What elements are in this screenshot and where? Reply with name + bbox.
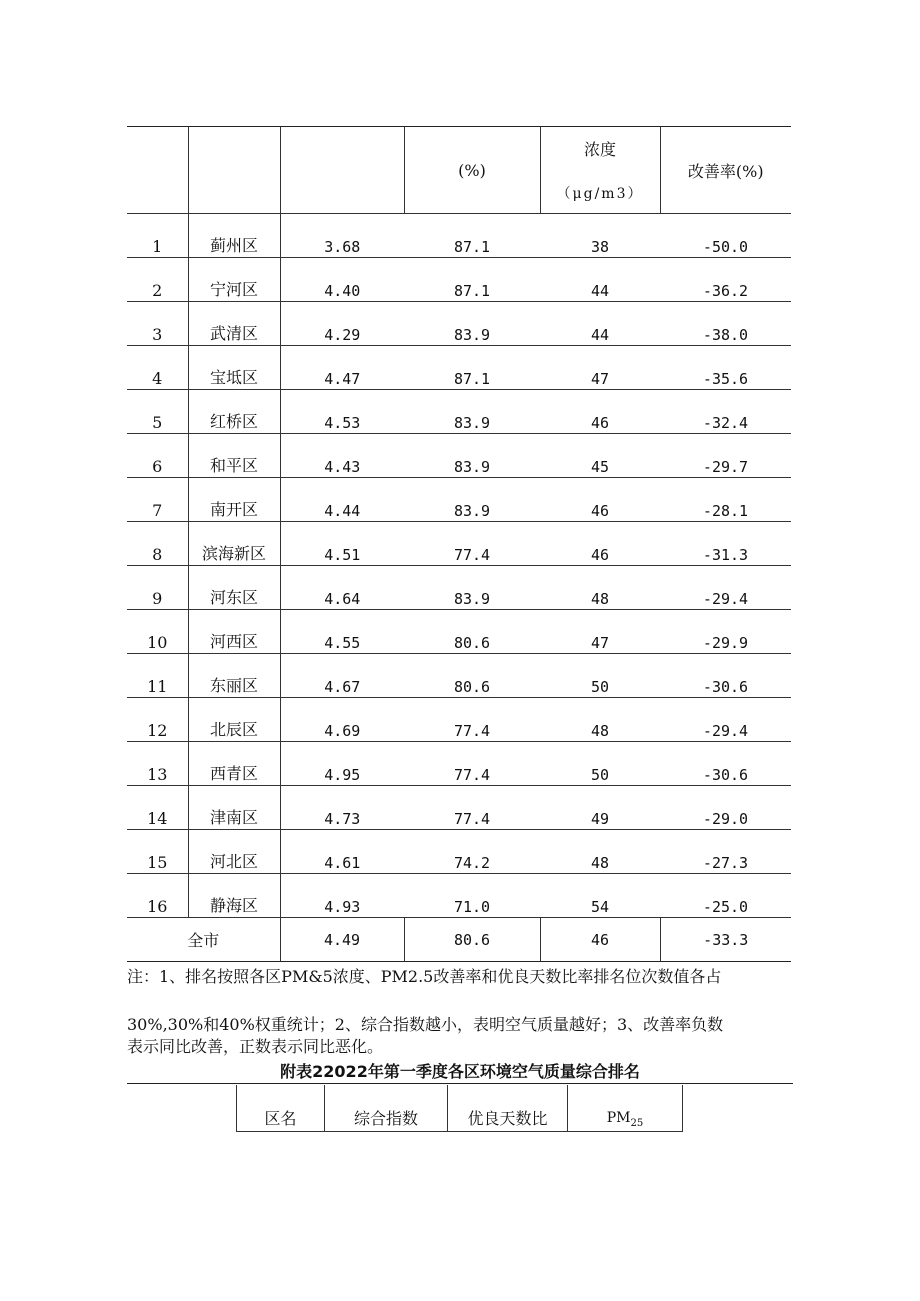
total-row <box>127 918 791 962</box>
district-cell: 红桥区 <box>188 390 280 434</box>
appendix-col-pm25 <box>568 1085 683 1132</box>
composite-index-cell: 4.53 <box>280 390 404 434</box>
good-days-ratio-cell: 83.9 <box>404 478 540 522</box>
pm25-concentration-cell: 50 <box>540 742 660 786</box>
rank-cell: 10 <box>127 610 188 654</box>
good-days-ratio-cell: 80.6 <box>404 654 540 698</box>
rank-cell: 3 <box>127 302 188 346</box>
composite-index-cell: 3.68 <box>280 214 404 258</box>
pm25-concentration-cell: 47 <box>540 346 660 390</box>
ranking-table <box>127 126 791 962</box>
table-row <box>127 566 791 610</box>
good-days-ratio-cell: 77.4 <box>404 698 540 742</box>
good-days-ratio-cell: 87.1 <box>404 346 540 390</box>
table-row <box>127 390 791 434</box>
improvement-rate-cell: -30.6 <box>660 654 791 698</box>
table-row <box>127 214 791 258</box>
composite-index-cell: 4.44 <box>280 478 404 522</box>
rank-cell: 1 <box>127 214 188 258</box>
district-cell: 津南区 <box>188 786 280 830</box>
improvement-rate-cell: -28.1 <box>660 478 791 522</box>
composite-index-cell: 4.67 <box>280 654 404 698</box>
rank-cell: 6 <box>127 434 188 478</box>
composite-index-cell: 4.64 <box>280 566 404 610</box>
header-index <box>280 127 404 214</box>
appendix-title: 附表22022年第一季度各区环境空气质量综合排名 <box>280 1062 640 1081</box>
good-days-ratio-cell: 87.1 <box>404 214 540 258</box>
appendix-title-rule <box>127 1083 793 1084</box>
pm25-concentration-cell: 44 <box>540 302 660 346</box>
table-row <box>127 478 791 522</box>
composite-index-cell: 4.69 <box>280 698 404 742</box>
appendix-table <box>236 1085 683 1132</box>
table-row <box>127 346 791 390</box>
rank-cell: 12 <box>127 698 188 742</box>
improvement-rate-cell: -29.0 <box>660 786 791 830</box>
total-pm25-concentration: 46 <box>540 918 660 962</box>
pm25-concentration-cell: 46 <box>540 478 660 522</box>
rank-cell: 13 <box>127 742 188 786</box>
header-improvement-rate: 改善率(%) <box>660 127 791 214</box>
header-rank <box>127 127 188 214</box>
improvement-rate-cell: -27.3 <box>660 830 791 874</box>
composite-index-cell: 4.47 <box>280 346 404 390</box>
table-row <box>127 698 791 742</box>
total-improvement-rate: -33.3 <box>660 918 791 962</box>
improvement-rate-cell: -29.4 <box>660 566 791 610</box>
table-row <box>127 610 791 654</box>
rank-cell: 16 <box>127 874 188 918</box>
table-row <box>127 302 791 346</box>
district-cell: 河北区 <box>188 830 280 874</box>
table-note-line-2: 30%,30%和40%权重统计；2、综合指数越小，表明空气质量越好；3、改善率负数 <box>127 1015 724 1034</box>
table-note-line-3: 表示同比改善，正数表示同比恶化。 <box>127 1037 384 1056</box>
appendix-col-district: 区名 <box>237 1085 325 1132</box>
district-cell: 北辰区 <box>188 698 280 742</box>
header-concentration-label: 浓度 <box>583 140 616 159</box>
pm25-concentration-cell: 48 <box>540 566 660 610</box>
improvement-rate-cell: -30.6 <box>660 742 791 786</box>
improvement-rate-cell: -50.0 <box>660 214 791 258</box>
header-concentration-unit: （μg/m3） <box>556 186 644 202</box>
rank-cell: 4 <box>127 346 188 390</box>
rank-cell: 15 <box>127 830 188 874</box>
header-district <box>188 127 280 214</box>
rank-cell: 8 <box>127 522 188 566</box>
table-row <box>127 522 791 566</box>
table-header-row <box>127 127 791 214</box>
district-cell: 宁河区 <box>188 258 280 302</box>
pm25-concentration-cell: 48 <box>540 698 660 742</box>
good-days-ratio-cell: 77.4 <box>404 522 540 566</box>
appendix-col-good-days-ratio: 优良天数比 <box>448 1085 568 1132</box>
composite-index-cell: 4.55 <box>280 610 404 654</box>
rank-cell: 14 <box>127 786 188 830</box>
table-row <box>127 874 791 918</box>
district-cell: 南开区 <box>188 478 280 522</box>
composite-index-cell: 4.51 <box>280 522 404 566</box>
rank-cell: 5 <box>127 390 188 434</box>
appendix-pm-subscript: 25 <box>630 1118 644 1129</box>
improvement-rate-cell: -38.0 <box>660 302 791 346</box>
district-cell: 河东区 <box>188 566 280 610</box>
composite-index-cell: 4.29 <box>280 302 404 346</box>
pm25-concentration-cell: 50 <box>540 654 660 698</box>
good-days-ratio-cell: 83.9 <box>404 434 540 478</box>
good-days-ratio-cell: 83.9 <box>404 566 540 610</box>
district-cell: 西青区 <box>188 742 280 786</box>
pm25-concentration-cell: 47 <box>540 610 660 654</box>
rank-cell: 2 <box>127 258 188 302</box>
total-good-days-ratio: 80.6 <box>404 918 540 962</box>
composite-index-cell: 4.43 <box>280 434 404 478</box>
good-days-ratio-cell: 83.9 <box>404 390 540 434</box>
header-good-days: (%) <box>404 127 540 214</box>
total-composite-index: 4.49 <box>280 918 404 962</box>
pm25-concentration-cell: 45 <box>540 434 660 478</box>
pm25-concentration-cell: 38 <box>540 214 660 258</box>
good-days-ratio-cell: 77.4 <box>404 742 540 786</box>
appendix-col-index: 综合指数 <box>325 1085 448 1132</box>
good-days-ratio-cell: 80.6 <box>404 610 540 654</box>
improvement-rate-cell: -29.4 <box>660 698 791 742</box>
improvement-rate-cell: -36.2 <box>660 258 791 302</box>
improvement-rate-cell: -32.4 <box>660 390 791 434</box>
table-row <box>127 654 791 698</box>
composite-index-cell: 4.93 <box>280 874 404 918</box>
improvement-rate-cell: -31.3 <box>660 522 791 566</box>
rank-cell: 7 <box>127 478 188 522</box>
pm25-concentration-cell: 46 <box>540 522 660 566</box>
district-cell: 静海区 <box>188 874 280 918</box>
appendix-pm-prefix: PM <box>606 1110 631 1127</box>
pm25-concentration-cell: 49 <box>540 786 660 830</box>
header-pm-concentration <box>540 127 660 214</box>
pm25-concentration-cell: 44 <box>540 258 660 302</box>
district-cell: 东丽区 <box>188 654 280 698</box>
district-cell: 蓟州区 <box>188 214 280 258</box>
rank-cell: 9 <box>127 566 188 610</box>
pm25-concentration-cell: 48 <box>540 830 660 874</box>
district-cell: 和平区 <box>188 434 280 478</box>
good-days-ratio-cell: 83.9 <box>404 302 540 346</box>
pm25-concentration-cell: 46 <box>540 390 660 434</box>
improvement-rate-cell: -29.7 <box>660 434 791 478</box>
district-cell: 武清区 <box>188 302 280 346</box>
table-note-line-1: 注：1、排名按照各区PM&5浓度、PM2.5改善率和优良天数比率排名位次数值各占 <box>127 967 722 986</box>
table-row <box>127 742 791 786</box>
total-label: 全市 <box>127 918 280 962</box>
good-days-ratio-cell: 77.4 <box>404 786 540 830</box>
good-days-ratio-cell: 87.1 <box>404 258 540 302</box>
table-row <box>127 830 791 874</box>
district-cell: 滨海新区 <box>188 522 280 566</box>
improvement-rate-cell: -25.0 <box>660 874 791 918</box>
pm25-concentration-cell: 54 <box>540 874 660 918</box>
improvement-rate-cell: -29.9 <box>660 610 791 654</box>
table-row <box>127 786 791 830</box>
appendix-header-row <box>237 1085 683 1132</box>
improvement-rate-cell: -35.6 <box>660 346 791 390</box>
good-days-ratio-cell: 74.2 <box>404 830 540 874</box>
rank-cell: 11 <box>127 654 188 698</box>
district-cell: 河西区 <box>188 610 280 654</box>
composite-index-cell: 4.40 <box>280 258 404 302</box>
table-row <box>127 434 791 478</box>
good-days-ratio-cell: 71.0 <box>404 874 540 918</box>
composite-index-cell: 4.73 <box>280 786 404 830</box>
composite-index-cell: 4.95 <box>280 742 404 786</box>
district-cell: 宝坻区 <box>188 346 280 390</box>
composite-index-cell: 4.61 <box>280 830 404 874</box>
table-row <box>127 258 791 302</box>
